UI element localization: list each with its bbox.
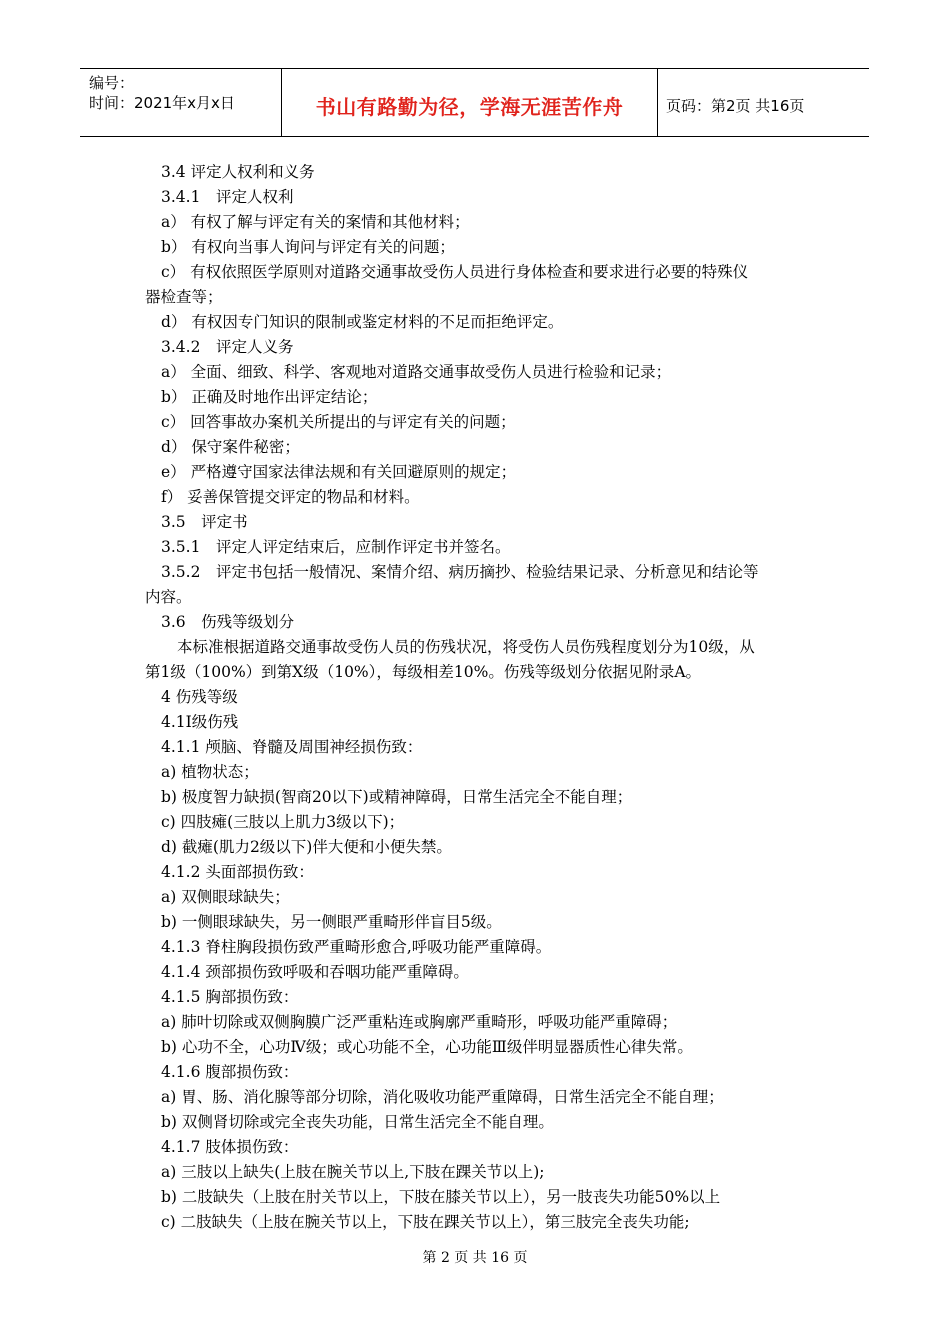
list-item: c） 有权依照医学原则对道路交通事故受伤人员进行身体检查和要求进行必要的特殊仪 [161,263,749,281]
paragraph: 3.5.1 评定人评定结束后，应制作评定书并签名。 [161,538,511,556]
header-motto: 书山有路勤为径，学海无涯苦作舟 [315,95,624,119]
document-date-label: 时间：2021年x月x日 [89,94,235,112]
section-heading: 3.4 评定人权利和义务 [161,163,315,181]
subsection-heading: 4.1.5 胸部损伤致： [161,988,299,1006]
list-item: b） 有权向当事人询问与评定有关的问题； [161,238,455,256]
list-item: a) 植物状态； [161,763,259,781]
header-table [80,68,869,137]
document-number-label: 编号： [89,74,135,92]
subsection-heading: 4.1.1 颅脑、脊髓及周围神经损伤致： [161,738,423,756]
paragraph-continuation: 内容。 [145,588,192,606]
header-motto-cell [282,69,658,136]
list-item: b) 一侧眼球缺失，另一侧眼严重畸形伴盲目5级。 [161,913,502,931]
section-heading: 3.5 评定书 [161,513,248,531]
list-item: f） 妥善保管提交评定的物品和材料。 [161,488,420,506]
header-info-cell [80,69,282,136]
subsection-heading: 4.1.6 腹部损伤致： [161,1063,299,1081]
list-item: d） 有权因专门知识的限制或鉴定材料的不足而拒绝评定。 [161,313,564,331]
header-page-cell [658,69,869,136]
list-item: a） 有权了解与评定有关的案情和其他材料； [161,213,470,231]
list-item: d) 截瘫(肌力2级以下)伴大便和小便失禁。 [161,838,452,856]
paragraph-continuation: 第1级（100%）到第X级（10%），每级相差10%。伤残等级划分依据见附录A。 [145,663,702,681]
section-heading: 3.6 伤残等级划分 [161,613,295,631]
list-item: b) 二肢缺失（上肢在肘关节以上，下肢在膝关节以上），另一肢丧失功能50%以上 [161,1188,721,1206]
list-item: a） 全面、细致、科学、客观地对道路交通事故受伤人员进行检验和记录； [161,363,672,381]
list-item: a) 双侧眼球缺失； [161,888,290,906]
subsection-heading: 4.1.3 脊柱胸段损伤致严重畸形愈合,呼吸功能严重障碍。 [161,938,552,956]
list-item: a) 三肢以上缺失(上肢在腕关节以上,下肢在踝关节以上); [161,1163,545,1181]
section-heading: 4.1Ⅰ级伤残 [161,713,239,731]
subsection-heading: 3.4.1 评定人权利 [161,188,294,206]
list-item: c) 四肢瘫(三肢以上肌力3级以下)； [161,813,405,831]
list-item: b) 双侧肾切除或完全丧失功能，日常生活完全不能自理。 [161,1113,554,1131]
list-item: a) 肺叶切除或双侧胸膜广泛严重粘连或胸廓严重畸形，呼吸功能严重障碍； [161,1013,678,1031]
list-item: b） 正确及时地作出评定结论； [161,388,378,406]
header-page-info: 页码：第2页 共16页 [666,97,805,115]
list-item: d） 保守案件秘密； [161,438,300,456]
subsection-heading: 4.1.7 肢体损伤致： [161,1138,299,1156]
list-item-continuation: 器检查等； [145,288,223,306]
subsection-heading: 3.4.2 评定人义务 [161,338,294,356]
list-item: a) 胃、肠、消化腺等部分切除，消化吸收功能严重障碍，日常生活完全不能自理； [161,1088,724,1106]
chapter-heading: 4 伤残等级 [161,688,238,706]
subsection-heading: 4.1.2 头面部损伤致： [161,863,314,881]
subsection-heading: 4.1.4 颈部损伤致呼吸和吞咽功能严重障碍。 [161,963,469,981]
list-item: b) 极度智力缺损(智商20以下)或精神障碍，日常生活完全不能自理； [161,788,633,806]
list-item: c) 二肢缺失（上肢在腕关节以上，下肢在踝关节以上），第三肢完全丧失功能; [161,1213,690,1231]
page-footer: 第 2 页 共 16 页 [422,1250,528,1266]
list-item: c） 回答事故办案机关所提出的与评定有关的问题； [161,413,516,431]
list-item: b) 心功不全，心功Ⅳ级；或心功能不全，心功能Ⅲ级伴明显器质性心律失常。 [161,1038,693,1056]
list-item: e） 严格遵守国家法律法规和有关回避原则的规定； [161,463,517,481]
paragraph: 3.5.2 评定书包括一般情况、案情介绍、病历摘抄、检验结果记录、分析意见和结论等 [161,563,759,581]
paragraph: 本标准根据道路交通事故受伤人员的伤残状况，将受伤人员伤残程度划分为10级，从 [177,638,755,656]
